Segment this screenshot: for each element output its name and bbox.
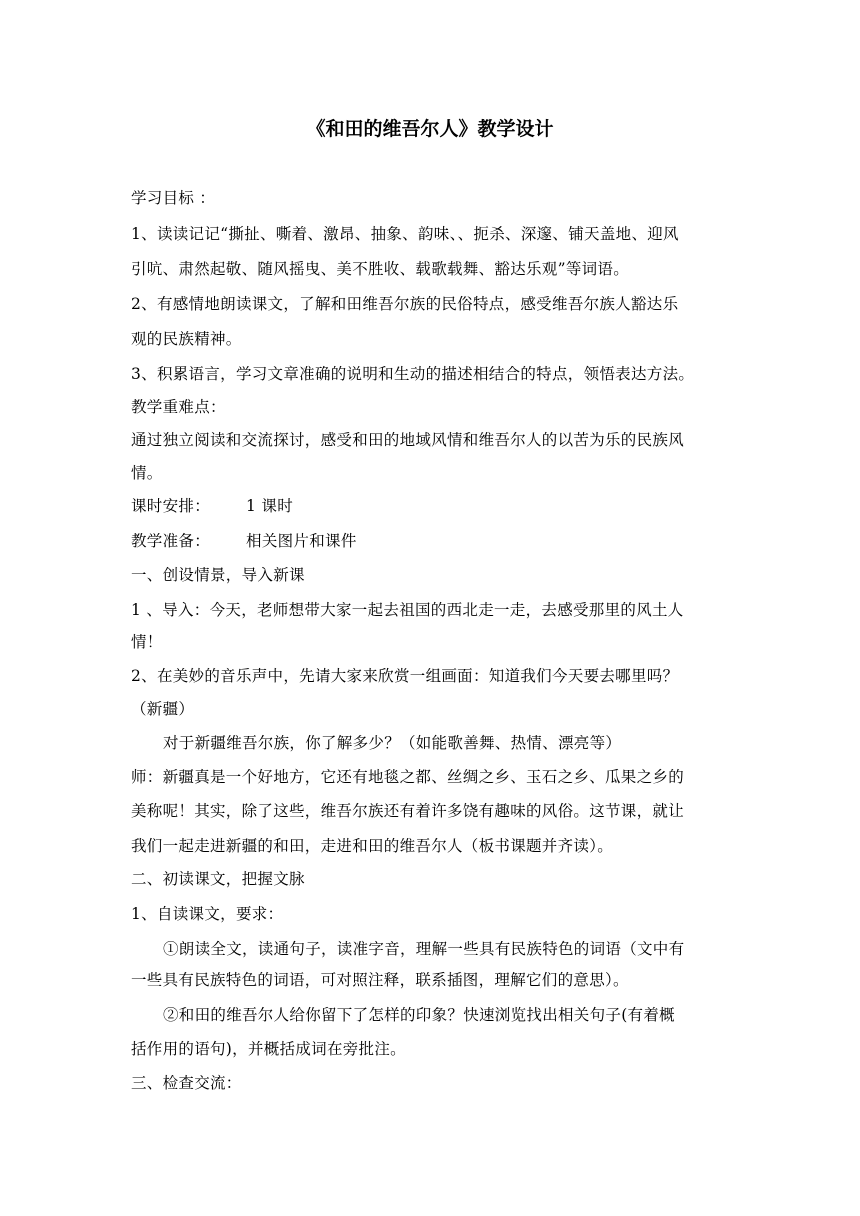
section-heading-key-points: 教学重难点： <box>131 398 226 416</box>
paragraph-line: 1、自读课文，要求： <box>131 905 284 923</box>
paragraph-line: 通过独立阅读和交流探讨，感受和田的地域风情和维吾尔人的以苦为乐的民族风 <box>131 431 685 449</box>
paragraph-line: 引吭、肃然起敬、随风摇曳、美不胜收、载歌载舞、豁达乐观”等词语。 <box>131 260 630 278</box>
preparation-value: 相关图片和课件 <box>246 532 357 550</box>
paragraph-line: 3、积累语言，学习文章准确的说明和生动的描述相结合的特点，领悟表达方法。 <box>131 365 695 383</box>
paragraph-line: 情。 <box>131 464 163 482</box>
paragraph-line: 1 、导入：今天，老师想带大家一起去祖国的西北走一走，去感受那里的风土人 <box>131 601 684 619</box>
section-heading-1: 一、创设情景，导入新课 <box>131 566 305 584</box>
section-heading-2: 二、初读课文，把握文脉 <box>131 870 305 888</box>
paragraph-line: 观的民族精神。 <box>131 330 242 348</box>
preparation-line <box>131 531 736 551</box>
schedule-label: 课时安排： <box>131 497 211 515</box>
schedule-line <box>131 496 736 516</box>
section-heading-3: 三、检查交流： <box>131 1074 242 1092</box>
paragraph-line: 美称呢！其实，除了这些，维吾尔族还有着许多饶有趣味的风俗。这节课，就让 <box>131 802 685 820</box>
paragraph-line: 2、有感情地朗读课文，了解和田维吾尔族的民俗特点，感受维吾尔族人豁达乐 <box>131 295 679 313</box>
paragraph-line: ①朗读全文，读通句子，读准字音，理解一些具有民族特色的词语（文中有 <box>163 940 685 958</box>
paragraph-line: 对于新疆维吾尔族，你了解多少？（如能歌善舞、热情、漂亮等） <box>163 734 622 752</box>
paragraph-line: 师：新疆真是一个好地方，它还有地毯之都、丝绸之乡、玉石之乡、瓜果之乡的 <box>131 768 685 786</box>
paragraph-line: 1、读读记记“撕扯、嘶着、激昂、抽象、韵味、、扼杀、深邃、铺天盖地、迎风 <box>131 225 679 243</box>
paragraph-line: 括作用的语句)，并概括成词在旁批注。 <box>131 1040 406 1058</box>
paragraph-line: 一些具有民族特色的词语，可对照注释，联系插图，理解它们的意思）。 <box>131 971 629 989</box>
document-title: 《和田的维吾尔人》教学设计 <box>306 118 554 140</box>
paragraph-line: （新疆） <box>131 700 195 718</box>
section-heading-objectives: 学习目标 ： <box>131 189 216 207</box>
paragraph-line: 我们一起走进新疆的和田，走进和田的维吾尔人（板书课题并齐读）。 <box>131 837 614 855</box>
paragraph-line: 2、在美妙的音乐声中，先请大家来欣赏一组画面：知道我们今天要去哪里吗？ <box>131 667 679 685</box>
paragraph-line: 情！ <box>131 633 163 651</box>
preparation-label: 教学准备： <box>131 532 211 550</box>
schedule-value: 1 课时 <box>246 497 294 515</box>
paragraph-line: ②和田的维吾尔人给你留下了怎样的印象？快速浏览找出相关句子(有着概 <box>163 1006 675 1024</box>
